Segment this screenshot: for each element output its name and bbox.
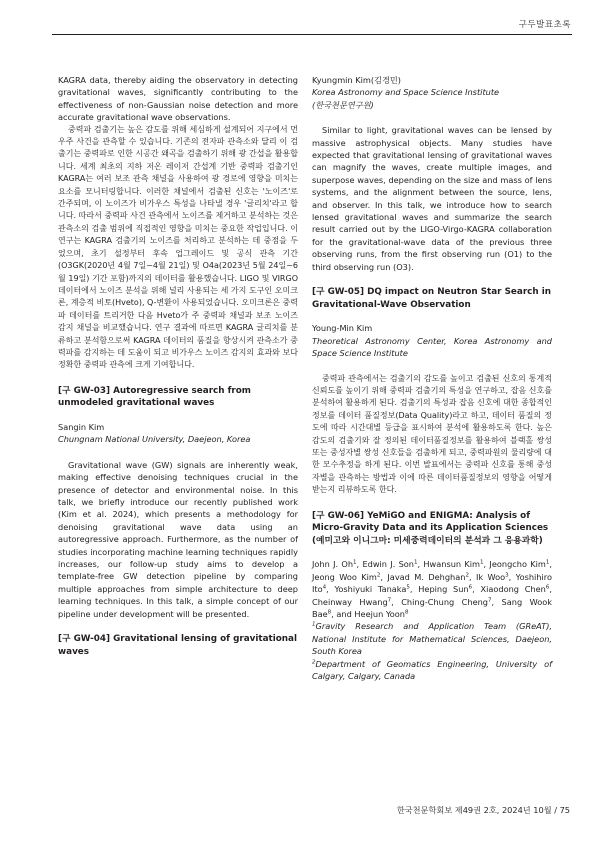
affiliation-marker: 1	[312, 621, 316, 628]
gw03-abstract: Gravitational wave (GW) signals are inherently weak, making effective denoising techniques crucial in the presence of detector and environmental noise. In this talk, we briefly introduce our recently published work (Kim et al. 2024), which presents a methodology for denoising gravitational wave data using an autoregressive approach. Furthermore, as the number of studies incorporating machine learning techniques rapidly increases, our follow-up study aims to develop a template-free GW detection pipeline by comparing multiple approaches from simple architecture to deep learning techniques. In this talk, a simple concept of our pipeline under development will be presented.	[58, 459, 298, 619]
author-affiliation-marker: 7	[488, 596, 492, 603]
affiliation-text: Gravity Research and Application Team (GReAT), National Institute for Mathematical Sciences, Daejeon, South Korea	[312, 621, 552, 657]
author-name: John J. Oh	[312, 559, 354, 570]
page-footer: 한국천문학회보 제49권 2호, 2024년 10월 / 75	[396, 805, 570, 815]
author-name: Heejun Yoon	[354, 608, 405, 619]
author-name: Xiaodong Chen	[480, 584, 546, 595]
author-affiliation-marker: 6	[545, 584, 550, 591]
running-header	[0, 18, 600, 32]
author-affiliation-marker: 2	[376, 572, 381, 579]
author-affiliation-marker: 7	[387, 596, 392, 603]
gw06-title: [구 GW-06] YeMiGO and ENIGMA: Analysis of Micro-Gravity Data and its Application Sciences (예미고와 이니그마: 미세중력데이터의 분석과 그 응용과학)	[312, 510, 549, 546]
gw03-affiliation: Chungnam National University, Daejeon, Korea	[58, 434, 251, 445]
author-affiliation-marker: 8	[327, 609, 332, 616]
author-name: Cheinway Hwang	[312, 596, 388, 607]
author-affiliation-marker: 1	[353, 559, 357, 566]
left-column	[58, 74, 298, 658]
gw06-affiliation-2	[312, 658, 552, 683]
gw04-abstract: Similar to light, gravitational waves can be lensed by massive astrophysical objects. Many studies have expected that gravitational lensing of gravitational waves can magnify the waves, create multiple images, and superpose waves, depending on the size and mass of lens systems, and the alignment between the source, lens, and observer. In this talk, we introduce how to search lensed gravitational waves and summarize the search result carried out by the LIGO-Virgo-KAGRA collaboration for the gravitational-wave data of the previous three observing runs, from the first observing run (O1) to the third observing run (O3).	[312, 125, 552, 272]
author-affiliation-marker: 1	[545, 559, 550, 566]
author-name: Heping Sun	[418, 584, 469, 595]
author-affiliation-marker: 2	[465, 572, 469, 579]
gw04-affiliation	[312, 86, 552, 111]
header-label: 구두발표초록	[518, 20, 571, 30]
right-column	[312, 74, 552, 682]
author-affiliation-marker: 1	[480, 559, 484, 566]
author-name: Ching-Chung Cheng	[401, 596, 488, 607]
author-affiliation-marker: 3	[505, 572, 509, 579]
gw06-author-list: John J. Oh$^1$, Edwin J. Son$^1$, Hwansun Kim$^1$, Jeongcho Kim$^1$, Jeong Woo Kim$^2$, Javad M. Dehghan$^2$, Ik Woo$^3$, Yoshihiro Ito$^4$, Yoshiyuki Tanaka$^5$, Heping Sun$^6$, Xiaodong Chen$^6$, Cheinway Hwang$^7$, Ching-Chung Cheng$^7$, Sang Wook Bae$^8$, and Heejun Yoon$^8$	[312, 559, 552, 619]
gw05-abstract: 중력파 관측에서는 검출기의 감도를 높이고 검출된 신호의 통계적 신뢰도를 높이기 위해 중력파 검출기의 특성을 연구하고, 잡음 신호를 분석하여 활용하게 된다. 검출기의 특성과 잡음 신호에 대한 종합적인 정보를 데이터 품질정보(Data Quality)라고 하고, 데이터 품질의 정도에 따라 시간대별 등급을 표시하여 분석에 활용하도록 한다. 높은 감도의 검출기와 잘 정의된 데이터품질정보를 활용하여 블랙홀 쌍성 또는 중성자별 쌍성 신호들을 검출하게 되고, 중력파원의 물리량에 대한 모수추정을 하게 된다. 이번 발표에서는 중력파 신호를 통해 중성자별을 관측하는 방법과 이에 따른 데이터품질정보의 영향을 어떻게 받는지 리뷰하도록 한다.	[312, 373, 552, 495]
affiliation-text: Department of Geomatics Engineering, University of Calgary, Calgary, Canada	[312, 658, 552, 681]
author-name: Edwin J. Son	[362, 559, 414, 570]
author-name: Yoshiyuki Tanaka	[334, 584, 407, 595]
affiliation-marker: 2	[312, 658, 316, 665]
header-rule	[52, 34, 572, 35]
gw05-author: Young-Min Kim	[312, 323, 373, 334]
author-affiliation-marker: 5	[406, 584, 410, 591]
author-name: Jeong Woo Kim	[312, 571, 377, 582]
gw05-affiliation: Theoretical Astronomy Center, Korea Astronomy and Space Science Institute	[312, 335, 552, 359]
gw04-affiliation-en: Korea Astronomy and Space Science Institute	[312, 87, 500, 98]
author-affiliation-marker: 6	[468, 584, 473, 591]
gw05-title: [구 GW-05] DQ impact on Neutron Star Search in Gravitational-Wave Observation	[312, 287, 551, 310]
author-name: Sang Wook Bae	[312, 596, 552, 619]
author-name: Yoshihiro Ito	[312, 571, 552, 595]
author-affiliation-marker: 1	[413, 559, 418, 566]
author-name: Jeongcho Kim	[489, 559, 546, 570]
gw06-affiliation-1	[312, 620, 552, 657]
continued-english-paragraph: KAGRA data, thereby aiding the observatory in detecting gravitational waves, significantly contributing to the effectiveness of non-Gaussian noise detection and more accurate gravitational wave observations.	[58, 75, 298, 123]
author-name: Javad M. Dehghan	[387, 571, 466, 582]
gw04-author: Kyungmin Kim(김경민)	[312, 75, 401, 85]
gw04-affiliation-ko: (한국천문연구원)	[312, 99, 374, 110]
gw03-author: Sangin Kim	[58, 421, 105, 432]
author-name: Hwansun Kim	[423, 559, 481, 570]
author-affiliation-marker: 4	[322, 584, 327, 591]
continued-korean-paragraph: 중력파 검출기는 높은 감도를 위해 세심하게 설계되어 지구에서 먼 우주 사건을 관측할 수 있습니다. 기존의 전자파 관측소와 달리 이 검출기는 중력파로 인한 시공간 왜곡을 검출하기 위해 광 간섭을 활용합니다. 세계 최초의 지하 저온 레이저 간섭계 기반 중력파 검출기인 KAGRA는 여러 보조 관측 채널을 사용하여 광 경로에 영향을 미치는 요소를 모니터링합니다. 이러한 채널에서 검출된 신호는 '노이즈'로 간주되며, 이 노이즈가 비가우스 특성을 나타낼 경우 '글리치'라고 합니다. 따라서 중력파 사건 관측에서 노이즈를 제거하고 분석하는 것은 관측소의 검출 범위에 직접적인 영향을 미치는 중요한 작업입니다. 이 연구는 KAGRA 검출기의 노이즈를 처리하고 분석하는 데 중점을 두었으며, 초기 설정부터 후속 업그레이드 및 공식 관측 기간(O3GK(2020년 4월 7일~4월 21일) 및 O4a(2023년 5월 24일~6월 19일) 기간 포함)까지의 데이터를 활용했습니다. LIGO 및 VIRGO 데이터에서 노이즈 분석을 위해 널리 사용되는 세 가지 도구인 오미크론, 계층적 비토(Hveto), Q-변환이 사용되었습니다. 오미크론은 중력파 데이터를 트리거한 다음 Hveto가 주 중력파 채널과 보조 노이즈 감지 채널을 비교했습니다. 연구 결과에 따르면 KAGRA 글리치를 분류하고 분석함으로써 KAGRA 데이터의 품질을 향상시켜 관측소가 중력파를 감지하는 데 도움이 되고 비가우스 노이즈 감지의 효과와 보다 정확한 중력파 관측에 크게 기여합니다.	[58, 124, 298, 370]
gw03-title: [구 GW-03] Autoregressive search from unmodeled gravitational waves	[58, 385, 251, 409]
author-name: Ik Woo	[475, 571, 506, 582]
author-affiliation-marker: 8	[405, 609, 409, 616]
gw04-title: [구 GW-04] Gravitational lensing of gravitational waves	[58, 634, 298, 657]
